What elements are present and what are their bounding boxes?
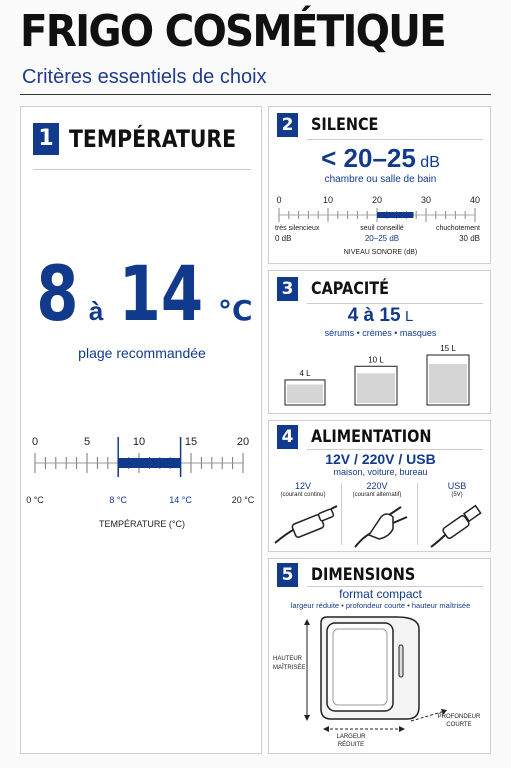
car-plug-icon bbox=[273, 503, 339, 549]
section-title: ALIMENTATION bbox=[311, 427, 432, 447]
header-divider bbox=[20, 94, 491, 95]
note-left-value: 0 dB bbox=[275, 234, 292, 243]
marker-label: 20 °C bbox=[231, 495, 255, 505]
depth-label: PROFONDEUR COURTE bbox=[437, 714, 481, 728]
container-fill bbox=[287, 384, 323, 403]
scale-tick-label: 15 bbox=[184, 436, 198, 448]
section-divider bbox=[307, 449, 483, 450]
range-from: 8 bbox=[36, 249, 80, 338]
section-number: 2 bbox=[277, 113, 298, 137]
page-title: FRIGO COSMÉTIQUE bbox=[20, 6, 445, 57]
plug-220v-label: 220V bbox=[366, 481, 388, 491]
range-to: 14 bbox=[118, 249, 203, 338]
axis-label: TEMPÉRATURE (°C) bbox=[99, 519, 185, 529]
scale-tick-label: 20 bbox=[236, 436, 250, 448]
scale-tick-label: 0 bbox=[31, 436, 39, 448]
section-number: 4 bbox=[277, 425, 298, 449]
capacity-panel bbox=[268, 270, 491, 414]
usb-plug-icon bbox=[427, 503, 489, 549]
power-caption: maison, voiture, bureau bbox=[333, 467, 428, 477]
note-left-title: très silencieux bbox=[275, 225, 320, 232]
range-unit: °C bbox=[217, 294, 253, 327]
scale-tick-label: 40 bbox=[469, 195, 481, 205]
section-title: CAPACITÉ bbox=[311, 279, 389, 299]
plug-usb-label: USB bbox=[447, 481, 467, 491]
scale-tick-label: 20 bbox=[371, 195, 383, 205]
section-number: 1 bbox=[33, 123, 59, 155]
range-caption: plage recommandée bbox=[78, 345, 206, 361]
note-right-title: chuchotement bbox=[436, 225, 480, 232]
plug-12v-label: 12V bbox=[294, 481, 311, 491]
section-divider bbox=[307, 303, 483, 304]
capacity-unit: L bbox=[404, 308, 414, 325]
noise-unit: dB bbox=[420, 154, 440, 171]
section-divider bbox=[33, 169, 251, 170]
dimensions-panel bbox=[268, 558, 491, 754]
range-word: à bbox=[88, 296, 104, 326]
dimensions-value: format compact bbox=[339, 587, 422, 601]
plug-12v-sub: (courant continu) bbox=[280, 492, 326, 498]
container-fill bbox=[429, 364, 467, 403]
recommended-range-bar bbox=[118, 458, 180, 468]
section-title: DIMENSIONS bbox=[311, 565, 416, 585]
scale-tick-label: 0 bbox=[276, 195, 282, 205]
recommended-range-bar bbox=[377, 212, 414, 218]
noise-number: < 20–25 bbox=[321, 143, 416, 173]
dimensions-features: largeur réduite • profondeur courte • hauteur maîtrisée bbox=[290, 601, 471, 610]
marker-label: 0 °C bbox=[26, 495, 44, 505]
fridge-illustration bbox=[269, 615, 492, 755]
noise-caption: chambre ou salle de bain bbox=[324, 174, 437, 185]
noise-value bbox=[269, 143, 492, 174]
section-number: 5 bbox=[277, 563, 298, 587]
plug-divider bbox=[417, 483, 418, 545]
container-label: 15 L bbox=[440, 344, 456, 353]
axis-label: NIVEAU SONORE (dB) bbox=[343, 249, 418, 256]
width-label: LARGEUR RÉDUITE bbox=[336, 734, 366, 748]
wall-plug-icon bbox=[349, 501, 413, 549]
temperature-panel bbox=[20, 106, 262, 754]
note-mid-value: 20–25 dB bbox=[364, 234, 400, 243]
plug-usb-sub: (5V) bbox=[451, 492, 463, 498]
power-panel bbox=[268, 420, 491, 552]
container-label: 4 L bbox=[299, 368, 311, 378]
silence-panel bbox=[268, 106, 491, 264]
marker-label: 14 °C bbox=[169, 495, 192, 505]
note-right-value: 30 dB bbox=[459, 234, 480, 243]
container-label: 10 L bbox=[368, 355, 384, 365]
section-title: SILENCE bbox=[311, 115, 379, 135]
power-value: 12V / 220V / USB bbox=[325, 451, 436, 467]
temperature-range bbox=[21, 249, 263, 338]
capacity-value bbox=[269, 305, 492, 327]
section-divider bbox=[307, 139, 483, 140]
scale-tick-label: 10 bbox=[322, 195, 334, 205]
marker-label: 8 °C bbox=[109, 495, 128, 505]
note-mid-title: seuil conseillé bbox=[360, 225, 404, 232]
page-subtitle: Critères essentiels de choix bbox=[22, 66, 267, 88]
capacity-number: 4 à 15 bbox=[347, 305, 401, 326]
capacity-containers bbox=[269, 341, 492, 411]
scale-tick-label: 5 bbox=[83, 436, 91, 448]
section-title: TEMPÉRATURE bbox=[69, 125, 237, 153]
plug-divider bbox=[341, 483, 342, 545]
scale-tick-label: 10 bbox=[132, 436, 146, 448]
section-number: 3 bbox=[277, 277, 298, 301]
height-label: HAUTEUR MAÎTRISÉE bbox=[273, 656, 306, 671]
scale-tick-label: 30 bbox=[420, 195, 432, 205]
container-fill bbox=[357, 373, 395, 403]
plug-220v-sub: (courant alternatif) bbox=[352, 492, 402, 498]
capacity-caption: sérums • crèmes • masques bbox=[324, 328, 437, 338]
